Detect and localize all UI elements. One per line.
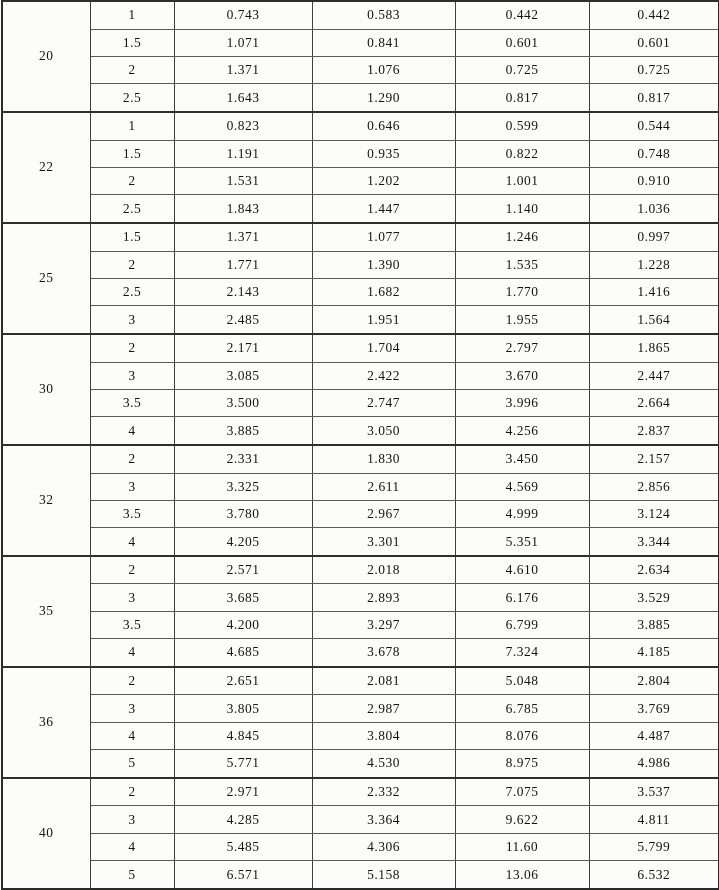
value-cell: 5.485 xyxy=(174,833,312,860)
value-cell: 1.564 xyxy=(589,306,719,334)
value-cell: 2.171 xyxy=(174,334,312,362)
value-cell: 0.822 xyxy=(455,140,589,167)
group-label-cell: 35 xyxy=(2,556,90,667)
value-cell: 8.076 xyxy=(455,722,589,749)
value-cell: 4.685 xyxy=(174,639,312,667)
value-cell: 1.830 xyxy=(312,445,455,473)
value-cell: 1.001 xyxy=(455,167,589,194)
value-cell: 3.670 xyxy=(455,362,589,389)
value-cell: 3.301 xyxy=(312,528,455,556)
group-label-cell: 30 xyxy=(2,334,90,445)
value-cell: 4.569 xyxy=(455,473,589,500)
value-cell: 1.704 xyxy=(312,334,455,362)
value-cell: 3.297 xyxy=(312,611,455,638)
size-cell: 1.5 xyxy=(90,223,174,251)
value-cell: 1.290 xyxy=(312,84,455,112)
table-row xyxy=(2,223,719,251)
size-cell: 4 xyxy=(90,833,174,860)
value-cell: 4.811 xyxy=(589,806,719,833)
size-cell: 2.5 xyxy=(90,195,174,223)
value-cell: 3.050 xyxy=(312,417,455,445)
table-row xyxy=(2,1,719,29)
data-table xyxy=(1,0,719,890)
value-cell: 1.071 xyxy=(174,29,312,56)
size-cell: 3 xyxy=(90,695,174,722)
value-cell: 3.124 xyxy=(589,500,719,527)
value-cell: 0.748 xyxy=(589,140,719,167)
size-cell: 2.5 xyxy=(90,84,174,112)
table-row xyxy=(2,195,719,223)
value-cell: 1.390 xyxy=(312,251,455,278)
value-cell: 3.780 xyxy=(174,500,312,527)
value-cell: 0.583 xyxy=(312,1,455,29)
value-cell: 0.646 xyxy=(312,112,455,140)
value-cell: 6.571 xyxy=(174,861,312,889)
size-cell: 3 xyxy=(90,306,174,334)
size-cell: 2.5 xyxy=(90,278,174,305)
size-cell: 2 xyxy=(90,667,174,695)
size-cell: 4 xyxy=(90,417,174,445)
table-row xyxy=(2,29,719,56)
value-cell: 3.805 xyxy=(174,695,312,722)
value-cell: 4.256 xyxy=(455,417,589,445)
value-cell: 2.837 xyxy=(589,417,719,445)
value-cell: 1.843 xyxy=(174,195,312,223)
size-cell: 1 xyxy=(90,112,174,140)
table-row xyxy=(2,112,719,140)
table-row xyxy=(2,778,719,806)
table-row xyxy=(2,584,719,611)
value-cell: 3.529 xyxy=(589,584,719,611)
size-cell: 5 xyxy=(90,750,174,778)
size-cell: 2 xyxy=(90,778,174,806)
table-row xyxy=(2,500,719,527)
value-cell: 8.975 xyxy=(455,750,589,778)
value-cell: 2.747 xyxy=(312,389,455,416)
table-row xyxy=(2,278,719,305)
size-cell: 3.5 xyxy=(90,389,174,416)
value-cell: 1.531 xyxy=(174,167,312,194)
table-row xyxy=(2,667,719,695)
value-cell: 2.651 xyxy=(174,667,312,695)
group-label-cell: 40 xyxy=(2,778,90,889)
value-cell: 0.910 xyxy=(589,167,719,194)
value-cell: 1.246 xyxy=(455,223,589,251)
value-cell: 3.685 xyxy=(174,584,312,611)
value-cell: 1.770 xyxy=(455,278,589,305)
value-cell: 4.999 xyxy=(455,500,589,527)
value-cell: 3.450 xyxy=(455,445,589,473)
size-cell: 1.5 xyxy=(90,29,174,56)
value-cell: 3.364 xyxy=(312,806,455,833)
table-row xyxy=(2,528,719,556)
value-cell: 0.725 xyxy=(455,56,589,83)
value-cell: 2.856 xyxy=(589,473,719,500)
table-row xyxy=(2,140,719,167)
group-label-cell: 36 xyxy=(2,667,90,778)
value-cell: 4.845 xyxy=(174,722,312,749)
value-cell: 0.841 xyxy=(312,29,455,56)
table-row xyxy=(2,639,719,667)
value-cell: 3.085 xyxy=(174,362,312,389)
table-row xyxy=(2,306,719,334)
size-cell: 2 xyxy=(90,445,174,473)
table-row xyxy=(2,750,719,778)
value-cell: 2.611 xyxy=(312,473,455,500)
value-cell: 2.971 xyxy=(174,778,312,806)
size-cell: 3 xyxy=(90,473,174,500)
value-cell: 2.797 xyxy=(455,334,589,362)
value-cell: 3.500 xyxy=(174,389,312,416)
value-cell: 5.158 xyxy=(312,861,455,889)
size-cell: 1 xyxy=(90,1,174,29)
value-cell: 1.951 xyxy=(312,306,455,334)
value-cell: 2.447 xyxy=(589,362,719,389)
value-cell: 0.823 xyxy=(174,112,312,140)
value-cell: 1.643 xyxy=(174,84,312,112)
table-body xyxy=(2,1,719,889)
value-cell: 0.935 xyxy=(312,140,455,167)
value-cell: 9.622 xyxy=(455,806,589,833)
size-cell: 2 xyxy=(90,334,174,362)
value-cell: 2.893 xyxy=(312,584,455,611)
table-row xyxy=(2,362,719,389)
value-cell: 4.487 xyxy=(589,722,719,749)
size-cell: 2 xyxy=(90,56,174,83)
size-cell: 3 xyxy=(90,584,174,611)
value-cell: 1.371 xyxy=(174,223,312,251)
size-cell: 4 xyxy=(90,528,174,556)
value-cell: 2.018 xyxy=(312,556,455,584)
value-cell: 0.817 xyxy=(589,84,719,112)
table-row xyxy=(2,445,719,473)
value-cell: 3.678 xyxy=(312,639,455,667)
value-cell: 2.987 xyxy=(312,695,455,722)
value-cell: 2.485 xyxy=(174,306,312,334)
value-cell: 13.06 xyxy=(455,861,589,889)
value-cell: 3.885 xyxy=(174,417,312,445)
value-cell: 6.532 xyxy=(589,861,719,889)
value-cell: 3.325 xyxy=(174,473,312,500)
size-cell: 3 xyxy=(90,806,174,833)
value-cell: 2.967 xyxy=(312,500,455,527)
size-cell: 5 xyxy=(90,861,174,889)
table-row xyxy=(2,861,719,889)
value-cell: 2.143 xyxy=(174,278,312,305)
size-cell: 2 xyxy=(90,556,174,584)
table-row xyxy=(2,334,719,362)
value-cell: 1.202 xyxy=(312,167,455,194)
value-cell: 0.544 xyxy=(589,112,719,140)
value-cell: 4.986 xyxy=(589,750,719,778)
value-cell: 0.601 xyxy=(589,29,719,56)
value-cell: 0.725 xyxy=(589,56,719,83)
size-cell: 1.5 xyxy=(90,140,174,167)
value-cell: 3.344 xyxy=(589,528,719,556)
value-cell: 2.331 xyxy=(174,445,312,473)
table-row xyxy=(2,695,719,722)
value-cell: 7.075 xyxy=(455,778,589,806)
value-cell: 1.682 xyxy=(312,278,455,305)
value-cell: 4.205 xyxy=(174,528,312,556)
size-cell: 2 xyxy=(90,167,174,194)
value-cell: 5.351 xyxy=(455,528,589,556)
value-cell: 5.771 xyxy=(174,750,312,778)
size-cell: 3 xyxy=(90,362,174,389)
value-cell: 11.60 xyxy=(455,833,589,860)
table-row xyxy=(2,167,719,194)
value-cell: 1.447 xyxy=(312,195,455,223)
value-cell: 1.535 xyxy=(455,251,589,278)
value-cell: 6.176 xyxy=(455,584,589,611)
table-row xyxy=(2,611,719,638)
value-cell: 6.785 xyxy=(455,695,589,722)
table-row xyxy=(2,417,719,445)
value-cell: 4.200 xyxy=(174,611,312,638)
table-row xyxy=(2,722,719,749)
value-cell: 1.076 xyxy=(312,56,455,83)
size-cell: 4 xyxy=(90,639,174,667)
value-cell: 0.997 xyxy=(589,223,719,251)
value-cell: 1.140 xyxy=(455,195,589,223)
size-cell: 4 xyxy=(90,722,174,749)
value-cell: 1.955 xyxy=(455,306,589,334)
value-cell: 6.799 xyxy=(455,611,589,638)
size-cell: 2 xyxy=(90,251,174,278)
size-cell: 3.5 xyxy=(90,611,174,638)
value-cell: 1.771 xyxy=(174,251,312,278)
value-cell: 0.601 xyxy=(455,29,589,56)
table-row xyxy=(2,84,719,112)
value-cell: 5.799 xyxy=(589,833,719,860)
value-cell: 0.817 xyxy=(455,84,589,112)
value-cell: 2.157 xyxy=(589,445,719,473)
table-row xyxy=(2,56,719,83)
value-cell: 2.634 xyxy=(589,556,719,584)
value-cell: 1.371 xyxy=(174,56,312,83)
value-cell: 2.332 xyxy=(312,778,455,806)
table-row xyxy=(2,389,719,416)
value-cell: 3.537 xyxy=(589,778,719,806)
group-label-cell: 22 xyxy=(2,112,90,223)
table-row xyxy=(2,251,719,278)
value-cell: 1.228 xyxy=(589,251,719,278)
table-row xyxy=(2,556,719,584)
value-cell: 3.769 xyxy=(589,695,719,722)
group-label-cell: 25 xyxy=(2,223,90,334)
value-cell: 1.416 xyxy=(589,278,719,305)
table-row xyxy=(2,473,719,500)
table-row xyxy=(2,806,719,833)
value-cell: 2.081 xyxy=(312,667,455,695)
value-cell: 2.664 xyxy=(589,389,719,416)
value-cell: 4.306 xyxy=(312,833,455,860)
value-cell: 4.530 xyxy=(312,750,455,778)
value-cell: 4.185 xyxy=(589,639,719,667)
value-cell: 0.743 xyxy=(174,1,312,29)
group-label-cell: 32 xyxy=(2,445,90,556)
value-cell: 3.996 xyxy=(455,389,589,416)
value-cell: 7.324 xyxy=(455,639,589,667)
value-cell: 2.804 xyxy=(589,667,719,695)
value-cell: 4.285 xyxy=(174,806,312,833)
value-cell: 0.599 xyxy=(455,112,589,140)
value-cell: 4.610 xyxy=(455,556,589,584)
table-row xyxy=(2,833,719,860)
value-cell: 0.442 xyxy=(589,1,719,29)
value-cell: 1.036 xyxy=(589,195,719,223)
value-cell: 5.048 xyxy=(455,667,589,695)
value-cell: 2.571 xyxy=(174,556,312,584)
value-cell: 1.077 xyxy=(312,223,455,251)
value-cell: 0.442 xyxy=(455,1,589,29)
group-label-cell: 20 xyxy=(2,1,90,112)
value-cell: 3.804 xyxy=(312,722,455,749)
value-cell: 3.885 xyxy=(589,611,719,638)
value-cell: 1.191 xyxy=(174,140,312,167)
value-cell: 1.865 xyxy=(589,334,719,362)
size-cell: 3.5 xyxy=(90,500,174,527)
value-cell: 2.422 xyxy=(312,362,455,389)
